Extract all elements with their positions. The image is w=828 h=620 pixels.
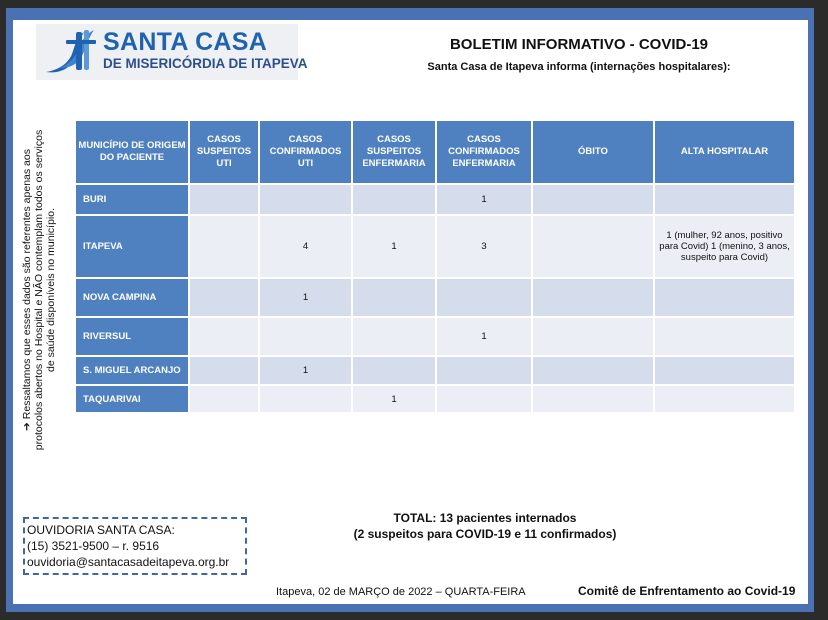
table-row [75,356,795,385]
table-cell [352,184,436,215]
bulletin-date: Itapeva, 02 de MARÇO de 2022 – QUARTA-FEIRA [276,586,526,598]
municipality-cell: BURI [75,184,189,215]
column-header: CASOS CONFIRMADOS UTI [259,120,352,184]
table-cell [352,317,436,356]
table-cell [189,356,259,385]
table-cell [532,356,654,385]
table-cell [654,385,795,413]
table-cell [436,356,532,385]
table-cell [189,385,259,413]
ouvidoria-email: ouvidoria@santacasadeitapeva.org.br [27,555,230,569]
ouvidoria-phone: (15) 3521-9500 – r. 9516 [27,539,160,553]
table-cell [532,278,654,317]
table-cell [532,215,654,278]
column-header: MUNICÍPIO DE ORIGEM DO PACIENTE [75,120,189,184]
total-patients: TOTAL: 13 pacientes internados [393,511,577,525]
table-cell [189,215,259,278]
table-cell [532,317,654,356]
table-cell [532,184,654,215]
table-cell [436,385,532,413]
table-cell [352,278,436,317]
ouvidoria-box [23,517,247,575]
table-cell: 1 [352,215,436,278]
table-row [75,184,795,215]
table-cell: 1 [259,356,352,385]
column-header: CASOS CONFIRMADOS ENFERMARIA [436,120,532,184]
total-breakdown: (2 suspeitos para COVID-19 e 11 confirmados) [353,527,617,541]
logo-subtitle: DE MISERICÓRDIA DE ITAPEVA [103,56,308,71]
santa-casa-logo-icon [40,26,100,78]
table-cell [352,356,436,385]
table-cell [654,356,795,385]
table-row [75,385,795,413]
column-header: CASOS SUSPEITOS UTI [189,120,259,184]
bulletin-subtitle: Santa Casa de Itapeva informa (internações hospitalares): [427,61,731,73]
hospitalization-table [74,119,796,414]
table-cell [532,385,654,413]
table-cell: 4 [259,215,352,278]
table-cell [259,317,352,356]
municipality-cell: NOVA CAMPINA [75,278,189,317]
column-header: ÓBITO [532,120,654,184]
municipality-cell: S. MIGUEL ARCANJO [75,356,189,385]
table-cell [654,184,795,215]
table-cell: 1 (mulher, 92 anos, positivo para Covid) 1 (menino, 3 anos, suspeito para Covid) [654,215,795,278]
table-cell: 1 [259,278,352,317]
column-header: ALTA HOSPITALAR [654,120,795,184]
table-row [75,278,795,317]
table-cell: 1 [352,385,436,413]
municipality-cell: ITAPEVA [75,215,189,278]
table-cell: 3 [436,215,532,278]
total-summary [330,510,640,542]
table-cell: 1 [436,184,532,215]
side-disclaimer: ➔ Ressaltamos que esses dados são referentes apenas aos protocolos abertos no Hospital e NÃO contemplam todos os serviços de saúde disponíveis no município. [21,129,57,451]
table-cell [189,278,259,317]
table-row [75,317,795,356]
table-cell [189,317,259,356]
table-cell: 1 [436,317,532,356]
table-cell [259,184,352,215]
table-cell [259,385,352,413]
table-cell [436,278,532,317]
column-header: CASOS SUSPEITOS ENFERMARIA [352,120,436,184]
table-header-row [75,120,795,184]
logo-title: SANTA CASA [103,28,268,56]
bulletin-title: BOLETIM INFORMATIVO - COVID-19 [449,36,709,53]
municipality-cell: RIVERSUL [75,317,189,356]
committee-signature: Comitê de Enfrentamento ao Covid-19 [578,584,796,598]
table-row [75,215,795,278]
municipality-cell: TAQUARIVAI [75,385,189,413]
table-cell [654,317,795,356]
table-cell [654,278,795,317]
ouvidoria-title: OUVIDORIA SANTA CASA: [27,523,175,537]
table-cell [189,184,259,215]
